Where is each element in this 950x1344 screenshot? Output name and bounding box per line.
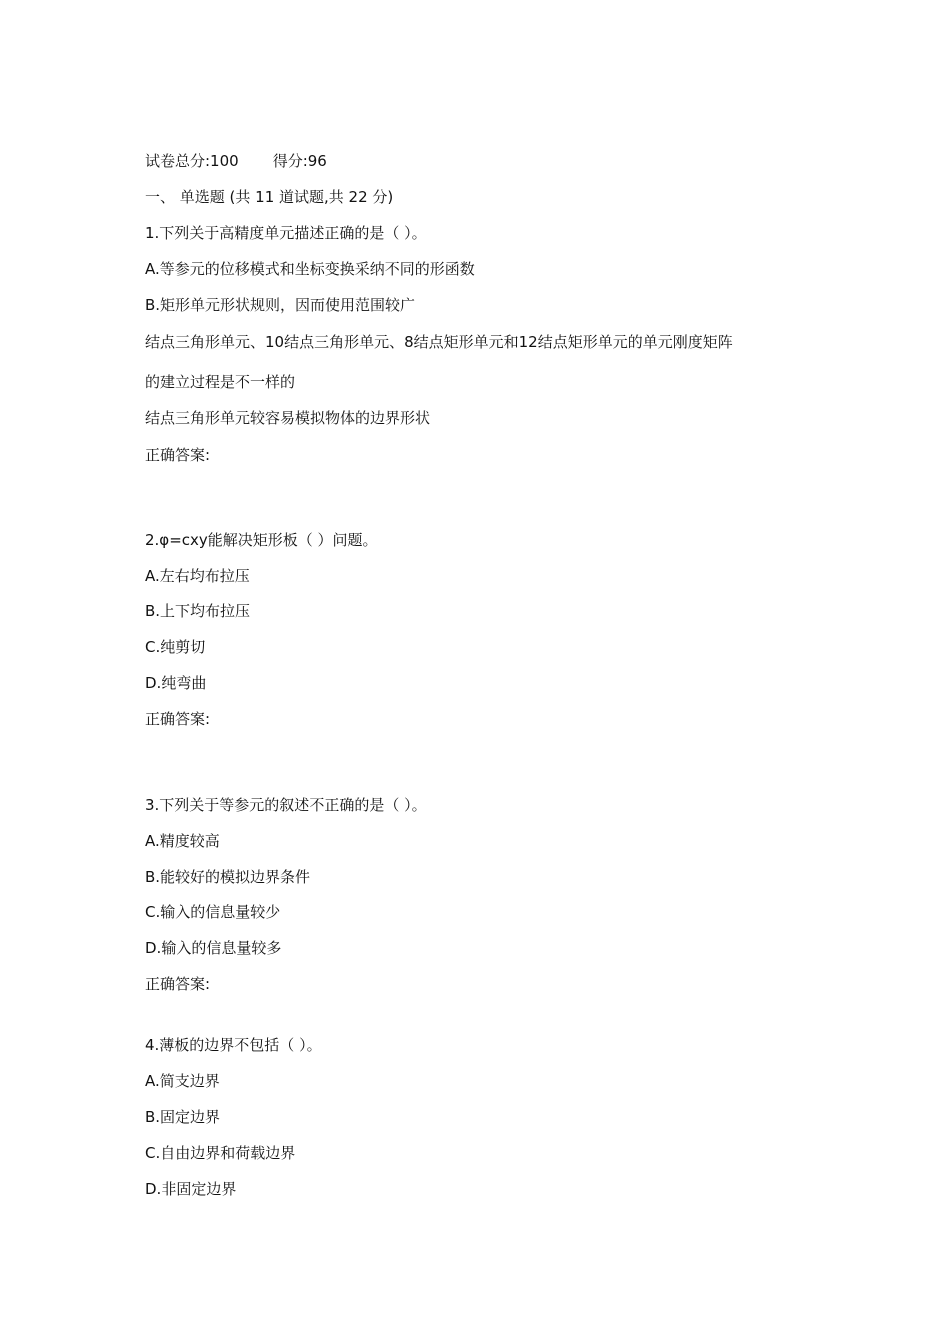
question-2-option-d: D.纯弯曲 bbox=[145, 674, 207, 692]
question-3-option-d: D.输入的信息量较多 bbox=[145, 939, 282, 957]
question-1-option-c-cont: 的建立过程是不一样的 bbox=[145, 373, 296, 391]
question-2-option-b: B.上下均布拉压 bbox=[145, 602, 251, 620]
section-title: 一、 单选题 (共 11 道试题,共 22 分) bbox=[145, 188, 394, 206]
question-3-option-b: B.能较好的模拟边界条件 bbox=[145, 868, 311, 886]
score-header bbox=[145, 151, 327, 171]
question-1-option-d: 结点三角形单元较容易模拟物体的边界形状 bbox=[145, 409, 431, 427]
question-3-answer-label: 正确答案: bbox=[145, 975, 211, 993]
question-1-option-b: B.矩形单元形状规则，因而使用范围较广 bbox=[145, 296, 416, 314]
question-1-option-a: A.等参元的位移模式和坐标变换采纳不同的形函数 bbox=[145, 260, 475, 278]
total-score: 试卷总分:100 bbox=[145, 152, 239, 170]
question-2-stem: 2.φ=cxy能解决矩形板（ ）问题。 bbox=[145, 531, 378, 549]
question-4-option-b: B.固定边界 bbox=[145, 1108, 221, 1126]
question-3-option-a: A.精度较高 bbox=[145, 832, 220, 850]
question-2-option-c: C.纯剪切 bbox=[145, 638, 206, 656]
question-4-option-d: D.非固定边界 bbox=[145, 1180, 237, 1198]
question-1-stem: 1.下列关于高精度单元描述正确的是（ ）。 bbox=[145, 224, 427, 242]
question-2-option-a: A.左右均布拉压 bbox=[145, 567, 250, 585]
question-3-stem: 3.下列关于等参元的叙述不正确的是（ ）。 bbox=[145, 796, 427, 814]
question-3-option-c: C.输入的信息量较少 bbox=[145, 903, 281, 921]
question-2-answer-label: 正确答案: bbox=[145, 710, 211, 728]
question-4-option-c: C.自由边界和荷载边界 bbox=[145, 1144, 296, 1162]
question-4-option-a: A.简支边界 bbox=[145, 1072, 220, 1090]
question-4-stem: 4.薄板的边界不包括（ ）。 bbox=[145, 1036, 322, 1054]
question-1-answer-label: 正确答案: bbox=[145, 446, 211, 464]
earned-score: 得分:96 bbox=[272, 152, 327, 170]
question-1-option-c: 结点三角形单元、10结点三角形单元、8结点矩形单元和12结点矩形单元的单元刚度矩阵 bbox=[145, 333, 733, 351]
